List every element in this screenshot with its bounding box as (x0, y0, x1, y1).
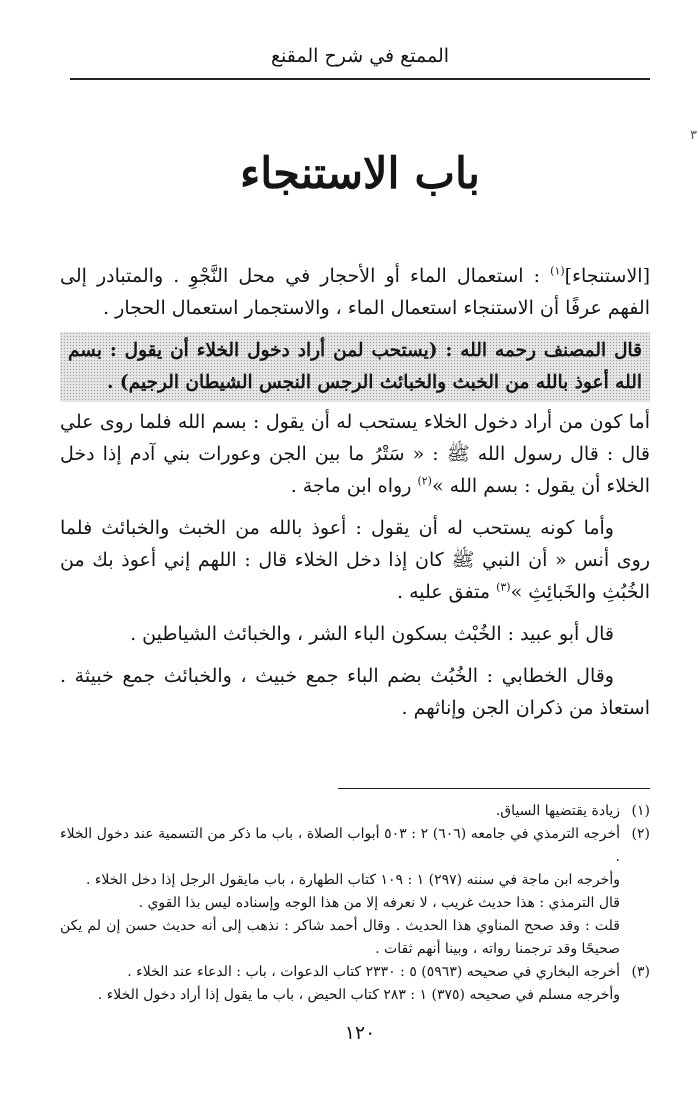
margin-mark: ٣ (690, 128, 697, 143)
main-text (60, 260, 650, 724)
footnote-number: (٣) (631, 964, 650, 980)
running-header: الممتع في شرح المقنع (270, 45, 450, 67)
paragraph-istiadha (60, 512, 650, 608)
footnote (60, 823, 650, 869)
paragraph-text: رواه ابن ماجة . (290, 475, 418, 497)
header-divider (70, 78, 650, 80)
footnotes (60, 800, 650, 1007)
footnote-text: أخرجه الترمذي في جامعه (٦٠٦) ٢ : ٥٠٣ أبواب الصلاة ، باب ما ذكر من التسمية عند دخول الخلاء . (60, 826, 620, 865)
paragraph-text: : استعمال الماء أو الأحجار في محل النَّجْوِ . والمتبادر إلى الفهم عرفًا أن الاستنجاء استعمال الماء ، والاستجمار استعمال الحجار . (60, 265, 650, 319)
footnote-continuation: قلت : وقد صحح المناوي هذا الحديث . وقال أحمد شاكر : نذهب إلى أنه حديث حسن إن لم يكن صحيحًا وقد ترجمنا رواته ، وبينا أنهم ثقات . (60, 918, 620, 957)
paragraph-basmala (60, 406, 650, 502)
page-number: ١٢٠ (344, 1022, 376, 1044)
footnote-divider (338, 788, 650, 789)
paragraph-text: وأما كونه يستحب له أن يقول : أعوذ بالله من الخبث والخبائث فلما روى أنس « أن النبي ﷺ كان إذا دخل الخلاء قال : اللهم إني أعوذ بك من الخُبُثِ والخَبائِثِ » (60, 517, 650, 603)
footnote-number: (١) (631, 803, 650, 819)
footnote-ref-2: (٢) (417, 474, 432, 488)
footnote-number: (٢) (631, 826, 650, 842)
footnote-text: زيادة يقتضيها السياق. (495, 803, 620, 819)
footnote (60, 800, 650, 823)
paragraph-abu-ubaid: قال أبو عبيد : الخُبْث بسكون الباء الشر ، والخبائث الشياطين . (130, 623, 614, 645)
footnote-continuation: قال الترمذي : هذا حديث غريب ، لا نعرفه إلا من هذا الوجه وإسناده ليس بذا القوي . (138, 895, 620, 911)
matn-highlight: قال المصنف رحمه الله : (يستحب لمن أراد دخول الخلاء أن يقول : بسم الله أعوذ بالله من الخبث والخبائث الرجس النجس الشيطان الرجيم) . (60, 332, 650, 402)
footnote-continuation: وأخرجه مسلم في صحيحه (٣٧٥) ١ : ٢٨٣ كتاب الحيض ، باب ما يقول إذا أراد دخول الخلاء . (97, 987, 620, 1003)
chapter-title: باب الاستنجاء (239, 149, 481, 199)
paragraph-khattabi: وقال الخطابي : الخُبُث بضم الباء جمع خبيث ، والخبائث جمع خبيثة . استعاذ من ذكران الجن وإناثهم . (60, 665, 650, 719)
paragraph-text: متفق عليه . (397, 581, 497, 603)
paragraph-definition (60, 260, 650, 324)
footnote-ref-3: (٣) (496, 580, 511, 594)
paragraph-text: أما كون من أراد دخول الخلاء يستحب له أن يقول : بسم الله فلما روى علي قال : قال رسول الله ﷺ : « سَتْرُ ما بين الجن وعورات بني آدم إذا دخل الخلاء أن يقول : بسم الله » (60, 411, 650, 497)
term: [الاستنجاء] (564, 265, 650, 287)
footnote (60, 961, 650, 984)
footnote-continuation: وأخرجه ابن ماجة في سننه (٢٩٧) ١ : ١٠٩ كتاب الطهارة ، باب مايقول الرجل إذا دخل الخلاء . (85, 872, 620, 888)
footnote-ref-1: (١) (550, 264, 565, 278)
footnote-text: أخرجه البخاري في صحيحه (٥٩٦٣) ٥ : ٢٣٣٠ كتاب الدعوات ، باب : الدعاء عند الخلاء . (127, 964, 620, 980)
